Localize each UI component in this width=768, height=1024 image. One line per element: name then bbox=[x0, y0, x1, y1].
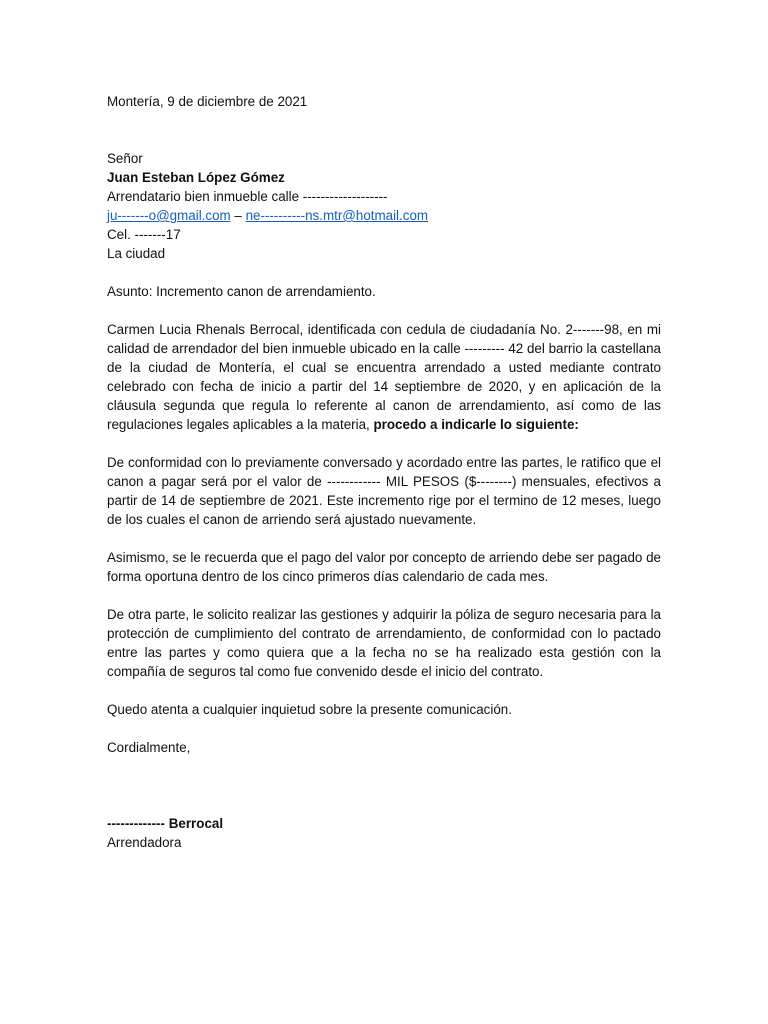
signature-block bbox=[107, 814, 661, 852]
signature-surname: Berrocal bbox=[168, 816, 224, 831]
letter-page bbox=[107, 92, 661, 852]
date-line: Montería, 9 de diciembre de 2021 bbox=[107, 94, 308, 109]
closing-question: Quedo atenta a cualquier inquietud sobre la presente comunicación. bbox=[107, 702, 512, 717]
closing: Cordialmente, bbox=[107, 740, 191, 755]
subject-line: Asunto: Incremento canon de arrendamiento. bbox=[107, 284, 376, 299]
recipient-phone: Cel. -------17 bbox=[107, 227, 181, 242]
email-separator: – bbox=[230, 208, 246, 223]
recipient-city: La ciudad bbox=[107, 246, 166, 261]
signature-name bbox=[107, 814, 661, 833]
signature-prefix: ------------- bbox=[107, 816, 165, 831]
paragraph-payment: Asimismo, se le recuerda que el pago del valor por concepto de arriendo debe ser pagado de forma oportuna dentro de los cinco primeros días calendario de cada mes. bbox=[107, 550, 661, 584]
paragraph-increment: De conformidad con lo previamente conversado y acordado entre las partes, le ratifico que el canon a pagar será por el valor de ------------ MIL PESOS ($--------) mensuales, efectivos a partir de 14 de septiembre de 2021. Este incremento rige por el termino de 12 meses, luego de los cuales el canon de arriendo será ajustado nuevamente. bbox=[107, 455, 661, 527]
recipient-role: Arrendatario bien inmueble calle ------------------- bbox=[107, 189, 388, 204]
paragraph-intro-bold-tail: procedo a indicarle lo siguiente: bbox=[373, 417, 579, 432]
recipient-block bbox=[107, 149, 661, 263]
paragraph-insurance: De otra parte, le solicito realizar las gestiones y adquirir la póliza de seguro necesaria para la protección de cumplimiento del contrato de arrendamiento, de conformidad con lo pactado entre las partes y como quiera que a la fecha no se ha realizado esta gestión con la compañía de seguros tal como fue convenido desde el inicio del contrato. bbox=[107, 607, 661, 679]
recipient-name: Juan Esteban López Gómez bbox=[107, 170, 285, 185]
email-link-2[interactable]: ne----------ns.mtr@hotmail.com bbox=[245, 208, 429, 223]
paragraph-intro-text: Carmen Lucia Rhenals Berrocal, identificada con cedula de ciudadanía No. 2-------98, en mi calidad de arrendador del bien inmueble ubicado en la calle --------- 42 del barrio la castellana de la ciudad de Montería, el cual se encuentra arrendado a usted mediante contrato celebrado con fecha de inicio a partir del 14 septiembre de 2020, y en aplicación de la cláusula segunda que regula lo referente al canon de arrendamiento, así como de las regulaciones legales aplicables a la materia, bbox=[107, 322, 661, 432]
paragraph-intro bbox=[107, 320, 661, 434]
salutation: Señor bbox=[107, 151, 143, 166]
signature-role: Arrendadora bbox=[107, 835, 182, 850]
email-link-1[interactable]: ju-------o@gmail.com bbox=[107, 208, 231, 223]
recipient-emails bbox=[107, 206, 661, 225]
